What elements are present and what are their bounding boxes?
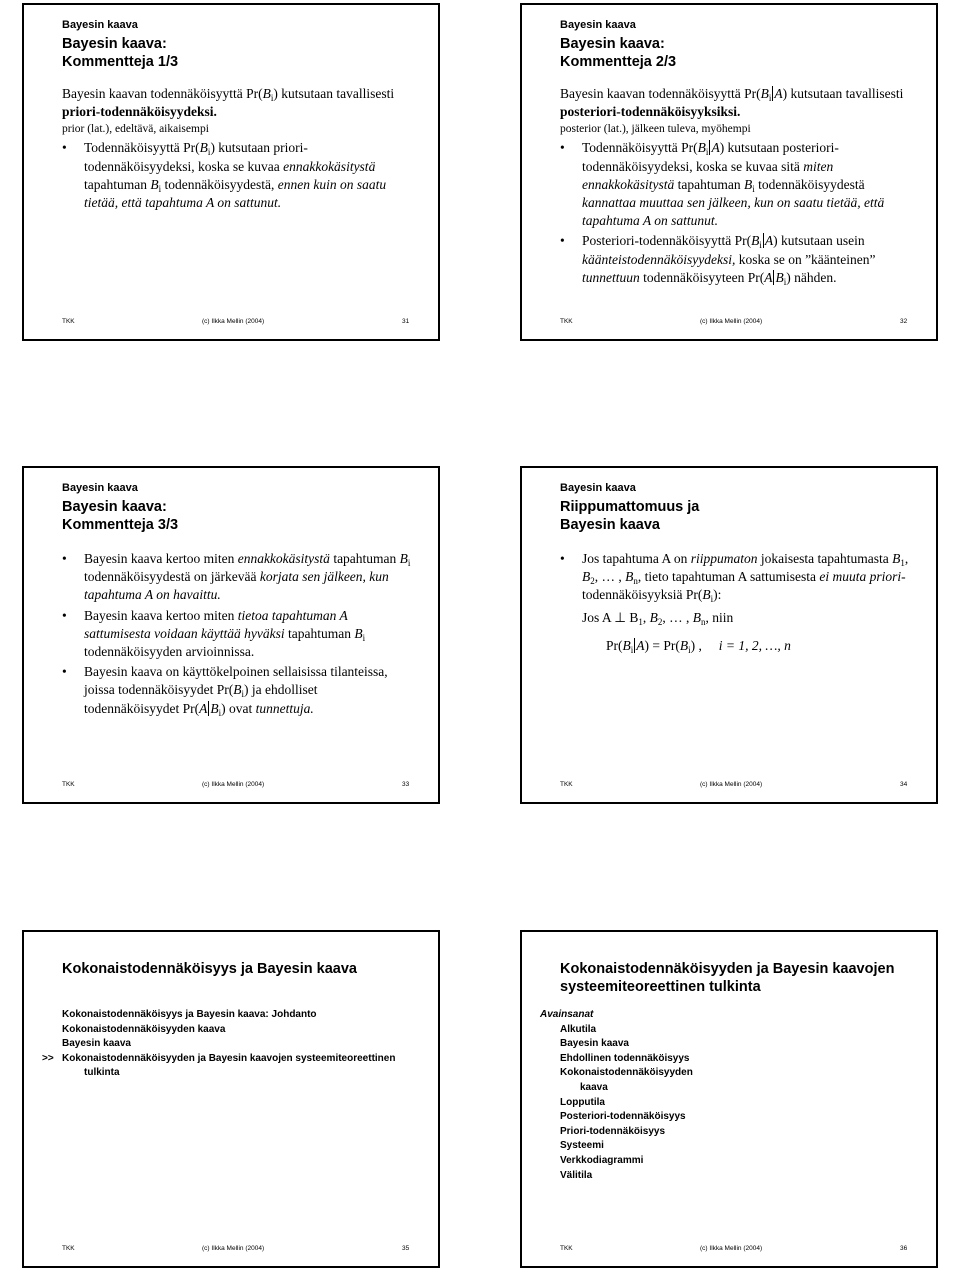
slide-footer: TKK (c) Ilkka Mellin (2004) 31 xyxy=(62,318,410,325)
slide-title: Riippumattomuus ja Bayesin kaava xyxy=(560,499,700,533)
list-item: • Jos tapahtuma A on riippumaton jokaisesta tapahtumasta $B_1$, $B_2$, … , $B_n$, tieto tapahtuman A sattumisesta ei muuta priori-todennäköisyyksiä $Pr(B_i)$: xyxy=(560,550,914,605)
slide-31 xyxy=(22,3,440,341)
bullet-list xyxy=(62,139,416,212)
slide-footer: TKK (c) Ilkka Mellin (2004) 32 xyxy=(560,318,908,325)
slide-34 xyxy=(520,466,938,804)
current-marker: >> xyxy=(42,1052,54,1064)
toc-item[interactable]: Bayesin kaava xyxy=(62,1038,131,1050)
independence-condition: Jos A ⊥ $B_1$, $B_2$, … , $B_n$, niin xyxy=(582,609,734,627)
slide-footer: TKK (c) Ilkka Mellin (2004) 33 xyxy=(62,781,410,788)
keyword-item: Lopputila xyxy=(560,1096,605,1108)
slide-header: Bayesin kaava xyxy=(62,482,138,494)
slide-footer: TKK (c) Ilkka Mellin (2004) 36 xyxy=(560,1245,908,1252)
list-item: • Todennäköisyyttä $Pr(B_i$ A) kutsutaan posteriori-todennäköisyydeksi, koska se kuvaa sitä miten ennakkokäsitystä tapahtuman $B_i$ todennäköisyydestä kannattaa muuttaa sen jälkeen, kun on saatu tietää, että tapahtuma A on sattunut. xyxy=(560,139,914,230)
slide-35 xyxy=(22,930,440,1268)
formula: $Pr(B_i$ $A) = Pr(B_i)$ , i = 1, 2, …, n xyxy=(606,638,791,655)
keyword-item: Kokonaistodennäköisyyden xyxy=(560,1067,693,1079)
keyword-item: Priori-todennäköisyys xyxy=(560,1125,666,1137)
slide-36 xyxy=(520,930,938,1268)
list-item: • Posteriori-todennäköisyyttä $Pr(B_i$ A) kutsutaan usein käänteistodennäköisyydeksi, koska se on ”käänteinen” tunnettuun todennäköisyyteen Pr(A $B_i$) nähden. xyxy=(560,232,914,287)
keyword-item: Posteriori-todennäköisyys xyxy=(560,1111,686,1123)
keyword-item: Välitila xyxy=(560,1169,593,1181)
bullet-list xyxy=(62,550,416,718)
toc-item[interactable]: Kokonaistodennäköisyys ja Bayesin kaava: Johdanto xyxy=(62,1009,317,1020)
slide-footer: TKK (c) Ilkka Mellin (2004) 34 xyxy=(560,781,908,788)
list-item: • Bayesin kaava on käyttökelpoinen sellaisissa tilanteissa, joissa todennäköisyydet $Pr(B_i)$ ja ehdolliset todennäköisyydet Pr(A $B_i$) ovat tunnettuja. xyxy=(62,663,416,718)
keyword-item: Ehdollinen todennäköisyys xyxy=(560,1052,690,1064)
keyword-item: Alkutila xyxy=(560,1023,597,1035)
keyword-heading: Avainsanat xyxy=(540,1009,594,1020)
keyword-item: Systeemi xyxy=(560,1140,604,1152)
keyword-list xyxy=(540,1008,693,1183)
slide-header: Bayesin kaava xyxy=(62,19,138,31)
list-item: • Bayesin kaava kertoo miten ennakkokäsitystä tapahtuman $B_i$ todennäköisyydestä on järkevää korjata sen jälkeen, kun tapahtuma A on havaittu. xyxy=(62,550,416,605)
slide-32 xyxy=(520,3,938,341)
toc-item-continuation[interactable]: tulkinta xyxy=(84,1067,120,1079)
slide-note: prior (lat.), edeltävä, aikaisempi xyxy=(62,123,209,136)
toc-list xyxy=(42,1008,395,1081)
slide-body xyxy=(560,548,914,627)
toc-item[interactable]: Kokonaistodennäköisyyden kaava xyxy=(62,1023,226,1035)
toc-item-current[interactable]: >> Kokonaistodennäköisyyden ja Bayesin kaavojen systeemiteoreettinen xyxy=(42,1052,395,1067)
keyword-item: Bayesin kaava xyxy=(560,1038,629,1050)
slide-body: Bayesin kaavan todennäköisyyttä $Pr(B_i)$ kutsutaan tavallisesti priori-todennäköisyydeksi. prior (lat.), edeltävä, aikaisempi • Todennäköisyyttä $Pr(B_i)$ kutsutaan priori-todennäköisyydeksi, koska se kuvaa ennakkokäsitystä tapahtuman $B_i$ todennäköisyydestä, ennen kuin on saatu tietää, että tapahtuma A on sattunut. xyxy=(62,85,416,212)
slide-footer: TKK (c) Ilkka Mellin (2004) 35 xyxy=(62,1245,410,1252)
slide-33 xyxy=(22,466,440,804)
keyword-item: Verkkodiagrammi xyxy=(560,1154,644,1166)
slide-body xyxy=(62,548,416,718)
keyword-item: kaava xyxy=(580,1081,608,1093)
slide-header: Bayesin kaava xyxy=(560,19,636,31)
list-item: • Todennäköisyyttä $Pr(B_i)$ kutsutaan priori-todennäköisyydeksi, koska se kuvaa ennakkokäsitystä tapahtuman $B_i$ todennäköisyydestä, ennen kuin on saatu tietää, että tapahtuma A on sattunut. xyxy=(62,139,416,212)
slide-note: posterior (lat.), jälkeen tuleva, myöhempi xyxy=(560,123,751,136)
slide-title: Kokonaistodennäköisyys ja Bayesin kaava xyxy=(62,961,357,977)
bullet-list xyxy=(560,139,914,287)
slide-header: Bayesin kaava xyxy=(560,482,636,494)
slide-title: Kokonaistodennäköisyyden ja Bayesin kaavojen systeemiteoreettinen tulkinta xyxy=(560,961,895,995)
slide-title: Bayesin kaava: Kommentteja 1/3 xyxy=(62,36,179,70)
slide-body: Bayesin kaavan todennäköisyyttä $Pr(B_i$ A) kutsutaan tavallisesti posteriori-todennäköisyyksiksi. posterior (lat.), jälkeen tuleva, myöhempi • Todennäköisyyttä $Pr(B_i$ A) kutsutaan posteriori-todennäköisyydeksi, koska se kuvaa sitä miten ennakkokäsitystä tapahtuman $B_i$ todennäköisyydestä kannattaa muuttaa sen jälkeen, kun on saatu tietää, että tapahtuma A on sattunut. • Posteriori-todennäköisyyttä $Pr(B_i$ A) kutsutaan usein käänteistodennäköisyydeksi, koska se on ”käänteinen” tunnettuun todennäköisyyteen Pr(A $B_i$) nähden. xyxy=(560,85,914,287)
slide-title: Bayesin kaava: Kommentteja 2/3 xyxy=(560,36,677,70)
slide-title: Bayesin kaava: Kommentteja 3/3 xyxy=(62,499,179,533)
list-item: • Bayesin kaava kertoo miten tietoa tapahtuman A sattumisesta voidaan käyttää hyväksi tapahtuman $B_i$ todennäköisyyden arvioinnissa. xyxy=(62,607,416,662)
bullet-list xyxy=(560,550,914,605)
